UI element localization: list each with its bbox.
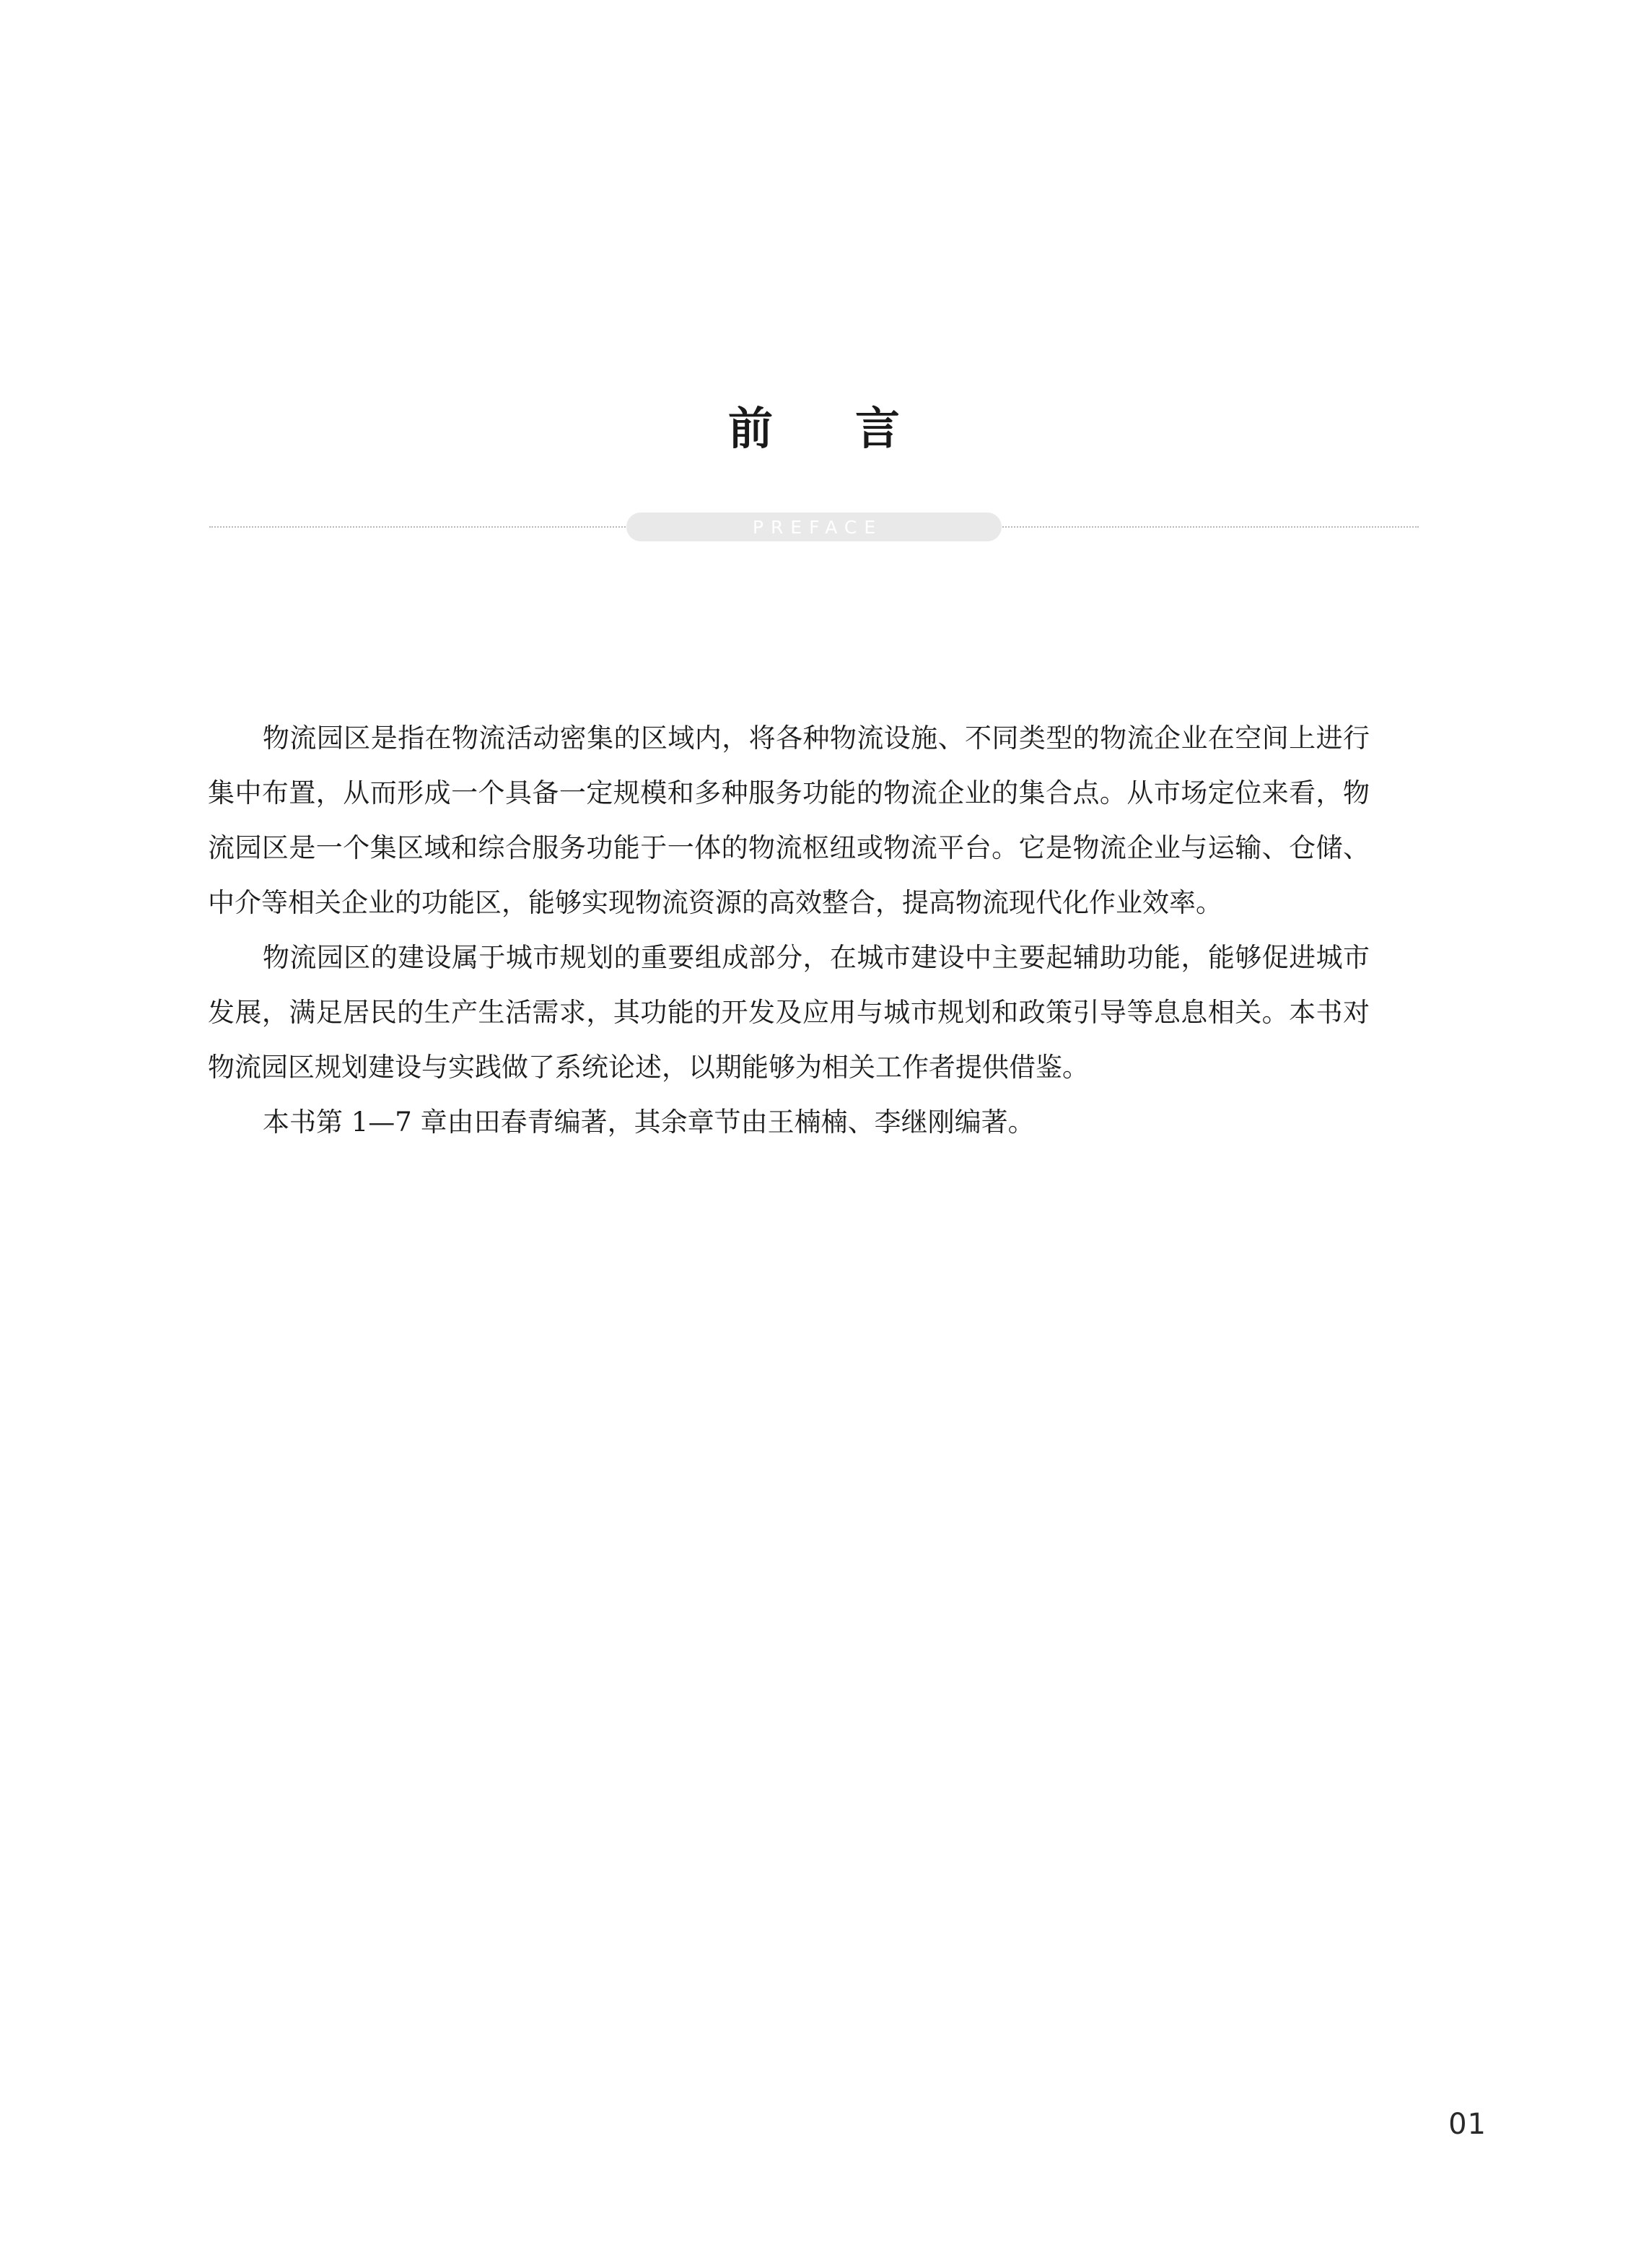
paragraph: 本书第 1—7 章由田春青编著，其余章节由王楠楠、李继刚编著。 xyxy=(263,1107,1035,1138)
preface-pill xyxy=(626,513,1002,541)
page-number: 01 xyxy=(1448,2108,1487,2141)
page-title: 前 言 xyxy=(727,402,919,455)
paragraph: 物流园区是指在物流活动密集的区域内，将各种物流设施、不同类型的物流企业在空间上进行集中布置，从而形成一个具备一定规模和多种服务功能的物流企业的集合点。从市场定位来看，物流园区是一个集区域和综合服务功能于一体的物流枢纽或物流平台。它是物流企业与运输、仓储、中介等相关企业的功能区，能够实现物流资源的高效整合，提高物流现代化作业效率。 xyxy=(208,723,1370,918)
page-title-block xyxy=(0,404,1628,453)
paragraph: 物流园区的建设属于城市规划的重要组成部分，在城市建设中主要起辅助功能，能够促进城市发展，满足居民的生产生活需求，其功能的开发及应用与城市规划和政策引导等息息相关。本书对物流园区规划建设与实践做了系统论述，以期能够为相关工作者提供借鉴。 xyxy=(208,942,1370,1083)
preface-pill-label: PREFACE xyxy=(752,516,883,538)
title-divider xyxy=(209,513,1419,541)
preface-body xyxy=(208,711,1370,1150)
